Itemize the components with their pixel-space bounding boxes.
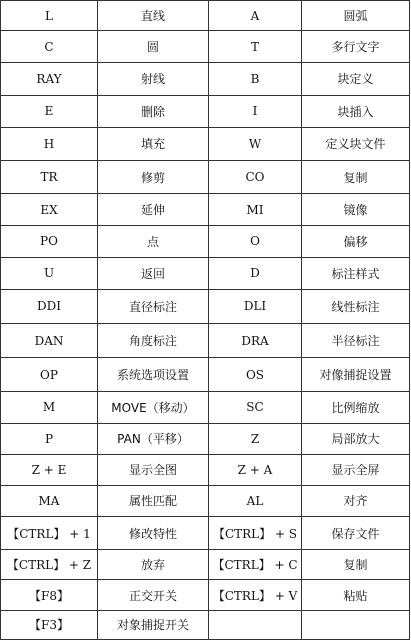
command-shortcut-cell: 【CTRL】 + 1 bbox=[1, 517, 98, 550]
command-shortcut-cell: W bbox=[209, 127, 302, 160]
command-description-cell: 保存文件 bbox=[302, 517, 410, 550]
command-description-cell: 对像捕捉设置 bbox=[302, 358, 410, 392]
command-description-cell: 显示全屏 bbox=[302, 454, 410, 485]
command-shortcut-cell: Z + E bbox=[1, 454, 98, 485]
table-row bbox=[1, 289, 410, 323]
command-shortcut-cell: DLI bbox=[209, 289, 302, 323]
command-shortcut-cell: EX bbox=[1, 194, 98, 226]
command-description-cell: 点 bbox=[98, 226, 209, 257]
command-description-cell: 对齐 bbox=[302, 485, 410, 516]
command-shortcut-cell: L bbox=[1, 1, 98, 31]
command-description-cell: 正交开关 bbox=[98, 580, 209, 610]
table-row bbox=[1, 63, 410, 95]
command-shortcut-cell: DAN bbox=[1, 323, 98, 357]
command-description-cell: 对象捕捉开关 bbox=[98, 610, 209, 639]
command-description-cell: 块定义 bbox=[302, 63, 410, 95]
command-shortcut-cell: DDI bbox=[1, 289, 98, 323]
table-row bbox=[1, 95, 410, 127]
command-shortcut-cell: 【CTRL】 + C bbox=[209, 550, 302, 580]
command-description-cell: 射线 bbox=[98, 63, 209, 95]
command-shortcut-cell: SC bbox=[209, 392, 302, 423]
command-shortcut-cell: M bbox=[1, 392, 98, 423]
table-row bbox=[1, 226, 410, 257]
command-description-cell: 删除 bbox=[98, 95, 209, 127]
command-description-cell: 比例缩放 bbox=[302, 392, 410, 423]
table-row bbox=[1, 160, 410, 193]
table-row bbox=[1, 610, 410, 639]
command-shortcut-cell: TR bbox=[1, 160, 98, 193]
command-shortcut-cell: B bbox=[209, 63, 302, 95]
command-description-cell: 修改特性 bbox=[98, 517, 209, 550]
command-shortcut-cell: CO bbox=[209, 160, 302, 193]
table-row bbox=[1, 127, 410, 160]
command-description-cell: 显示全图 bbox=[98, 454, 209, 485]
command-description-cell: 圆 bbox=[98, 31, 209, 63]
command-description-cell: 块插入 bbox=[302, 95, 410, 127]
command-shortcut-cell: U bbox=[1, 257, 98, 289]
command-description-cell: 多行文字 bbox=[302, 31, 410, 63]
table-row bbox=[1, 31, 410, 63]
command-shortcut-cell: T bbox=[209, 31, 302, 63]
command-description-cell: 偏移 bbox=[302, 226, 410, 257]
table-row bbox=[1, 580, 410, 610]
command-shortcut-cell: Z bbox=[209, 423, 302, 454]
table-row bbox=[1, 358, 410, 392]
command-shortcut-cell: RAY bbox=[1, 63, 98, 95]
table-row bbox=[1, 323, 410, 357]
table-row bbox=[1, 194, 410, 226]
command-shortcut-cell: 【CTRL】 + S bbox=[209, 517, 302, 550]
command-shortcut-cell: OS bbox=[209, 358, 302, 392]
table-row bbox=[1, 1, 410, 31]
table-row bbox=[1, 392, 410, 423]
command-shortcut-cell: P bbox=[1, 423, 98, 454]
command-description-cell: 填充 bbox=[98, 127, 209, 160]
command-shortcut-cell: MA bbox=[1, 485, 98, 516]
command-shortcut-cell: 【F8】 bbox=[1, 580, 98, 610]
command-description-cell: MOVE（移动） bbox=[98, 392, 209, 423]
command-shortcut-cell: AL bbox=[209, 485, 302, 516]
command-description-cell: 半径标注 bbox=[302, 323, 410, 357]
command-shortcut-cell: A bbox=[209, 1, 302, 31]
command-shortcut-cell: 【CTRL】 + Z bbox=[1, 550, 98, 580]
command-description-cell: 局部放大 bbox=[302, 423, 410, 454]
table-row bbox=[1, 423, 410, 454]
command-description-cell: 修剪 bbox=[98, 160, 209, 193]
table-row bbox=[1, 257, 410, 289]
table-row bbox=[1, 485, 410, 516]
command-description-cell: 直径标注 bbox=[98, 289, 209, 323]
command-description-cell: 复制 bbox=[302, 550, 410, 580]
table-row bbox=[1, 550, 410, 580]
command-description-cell: PAN（平移） bbox=[98, 423, 209, 454]
shortcut-table-body bbox=[1, 1, 410, 640]
command-description-cell: 镜像 bbox=[302, 194, 410, 226]
table-row bbox=[1, 454, 410, 485]
command-description-cell: 圆弧 bbox=[302, 1, 410, 31]
command-description-cell: 线性标注 bbox=[302, 289, 410, 323]
command-description-cell: 属性匹配 bbox=[98, 485, 209, 516]
command-description-cell: 返回 bbox=[98, 257, 209, 289]
command-shortcut-cell: C bbox=[1, 31, 98, 63]
command-shortcut-cell: 【CTRL】 + V bbox=[209, 580, 302, 610]
command-shortcut-cell: I bbox=[209, 95, 302, 127]
command-shortcut-cell: MI bbox=[209, 194, 302, 226]
command-shortcut-cell: Z + A bbox=[209, 454, 302, 485]
command-shortcut-cell: 【F3】 bbox=[1, 610, 98, 639]
command-description-cell: 系统选项设置 bbox=[98, 358, 209, 392]
table-row bbox=[1, 517, 410, 550]
command-description-cell: 直线 bbox=[98, 1, 209, 31]
command-description-cell: 角度标注 bbox=[98, 323, 209, 357]
command-shortcut-cell: OP bbox=[1, 358, 98, 392]
command-description-cell: 复制 bbox=[302, 160, 410, 193]
command-shortcut-cell: DRA bbox=[209, 323, 302, 357]
command-description-cell: 放弃 bbox=[98, 550, 209, 580]
command-description-cell: 定义块文件 bbox=[302, 127, 410, 160]
command-shortcut-cell: D bbox=[209, 257, 302, 289]
command-shortcut-cell: H bbox=[1, 127, 98, 160]
command-description-cell: 延伸 bbox=[98, 194, 209, 226]
command-description-cell: 标注样式 bbox=[302, 257, 410, 289]
command-description-cell: 粘贴 bbox=[302, 580, 410, 610]
command-shortcut-cell: O bbox=[209, 226, 302, 257]
command-shortcut-cell: PO bbox=[1, 226, 98, 257]
command-shortcut-cell: E bbox=[1, 95, 98, 127]
command-shortcut-cell bbox=[209, 610, 302, 639]
command-description-cell bbox=[302, 610, 410, 639]
